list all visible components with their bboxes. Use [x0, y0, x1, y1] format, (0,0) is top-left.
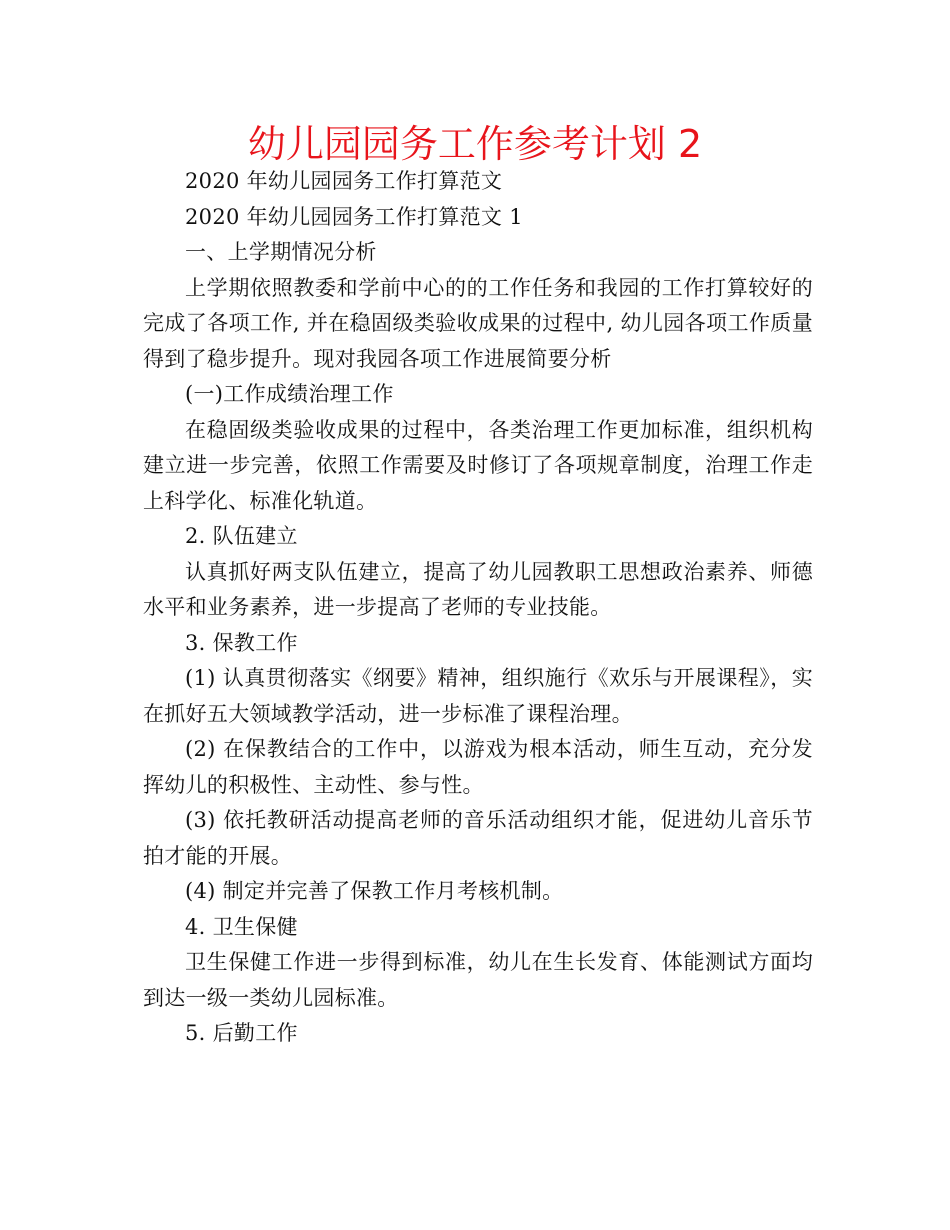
document-body [143, 164, 813, 1052]
paragraph-team: 认真抓好两支队伍建立，提高了幼儿园教职工思想政治素养、师德水平和业务素养，进一步提高了老师的专业技能。 [143, 559, 813, 619]
paragraph-management: 在稳固级类验收成果的过程中，各类治理工作更加标准，组织机构建立进一步完善，依照工作需要及时修订了各项规章制度，治理工作走上科学化、标准化轨道。 [143, 417, 813, 513]
list-item-education-1: (1) 认真贯彻落实《纲要》精神，组织施行《欢乐与开展课程》，实在抓好五大领域教学活动，进一步标准了课程治理。 [143, 666, 813, 726]
list-item-education-3: (3) 依托教研活动提高老师的音乐活动组织才能，促进幼儿音乐节拍才能的开展。 [143, 808, 813, 868]
list-item-education-2: (2) 在保教结合的工作中，以游戏为根本活动，师生互动，充分发挥幼儿的积极性、主动性、参与性。 [143, 737, 813, 797]
subsection-heading-management: (一)工作成绩治理工作 [185, 382, 394, 406]
paragraph-intro: 上学期依照教委和学前中心的的工作任务和我园的工作打算较好的完成了各项工作, 并在稳固级类验收成果的过程中, 幼儿园各项工作质量得到了稳步提升。现对我园各项工作进展简要分析 [143, 275, 813, 371]
subsection-heading-logistics: 5. 后勤工作 [185, 1021, 298, 1045]
paragraph-heading-2: 2020 年幼儿园园务工作打算范文 1 [185, 204, 523, 229]
subsection-heading-team: 2. 队伍建立 [185, 524, 298, 548]
list-item-education-4: (4) 制定并完善了保教工作月考核机制。 [185, 879, 564, 903]
document-title: 幼儿园园务工作参考计划 2 [247, 122, 703, 166]
subsection-heading-health: 4. 卫生保健 [185, 914, 298, 939]
paragraph-health: 卫生保健工作进一步得到标准，幼儿在生长发育、体能测试方面均到达一级一类幼儿园标准。 [143, 950, 813, 1010]
section-heading-analysis: 一、上学期情况分析 [185, 240, 377, 264]
paragraph-heading-1: 2020 年幼儿园园务工作打算范文 [185, 169, 503, 193]
subsection-heading-education: 3. 保教工作 [185, 630, 298, 655]
